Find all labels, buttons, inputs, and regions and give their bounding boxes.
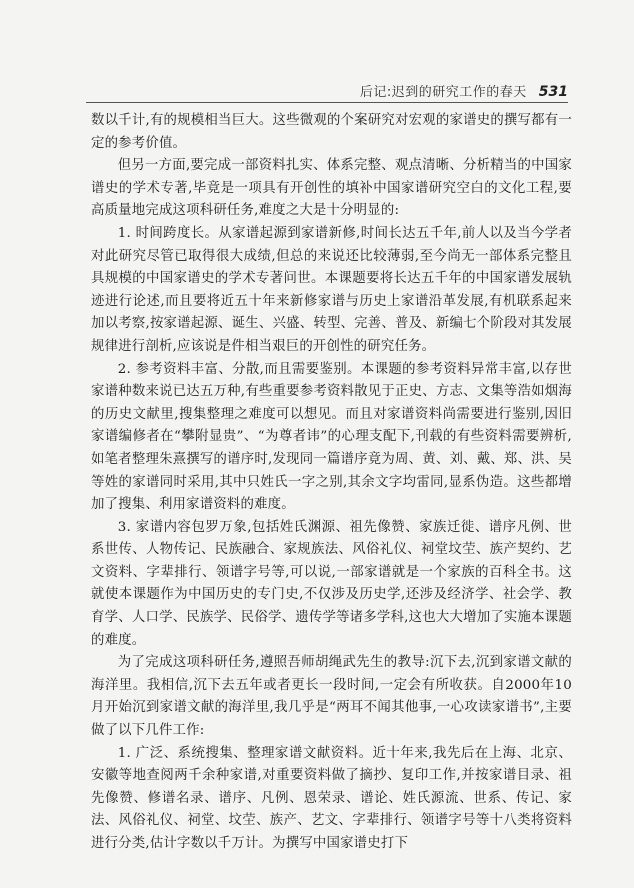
running-header xyxy=(86,74,568,103)
paragraph-item-3: 3. 家谱内容包罗万象,包括姓氏渊源、祖先像赞、家族迁徙、谱序凡例、世系世传、人物传记、民族融合、家规族法、风俗礼仪、祠堂坟茔、族产契约、艺文资料、字辈排行、领谱字号等,可以说,一部家谱就是一个家族的百科全书。这就使本课题作为中国历史的专门史,不仅涉及历史学,还涉及经济学、社会学、教育学、人口学、民族学、民俗学、遗传学等诸多学科,这也大大增加了实施本课题的难度。 xyxy=(91,519,572,648)
page-number: 531 xyxy=(538,84,568,100)
paragraph: 但另一方面,要完成一部资料扎实、体系完整、观点清晰、分析精当的中国家谱史的学术专著,毕竟是一项具有开创性的填补中国家谱研究空白的文化工程,要高质量地完成这项科研任务,难度之大是十分明显的: xyxy=(91,158,572,219)
paragraph-work-item-1: 1. 广泛、系统搜集、整理家谱文献资料。近十年来,我先后在上海、北京、安徽等地查阅两千余种家谱,对重要资料做了摘抄、复印工作,并按家谱目录、祖先像赞、修谱名录、谱序、凡例、恩荣录、谱论、姓氏源流、世系、传记、家法、风俗礼仪、祠堂、坟茔、族产、艺文、字辈排行、领谱字号等十八类将资料进行分类,估计字数以千万计。为撰写中国家谱史打下 xyxy=(91,745,572,851)
paragraph-continuation: 数以千计,有的规模相当巨大。这些微观的个案研究对宏观的家谱史的撰写都有一定的参考价值。 xyxy=(91,113,572,151)
body-text xyxy=(91,110,572,856)
paragraph-item-2: 2. 参考资料丰富、分散,而且需要鉴别。本课题的参考资料异常丰富,以存世家谱种数来说已达五万种,有些重要参考资料散见于正史、方志、文集等浩如烟海的历史文献里,搜集整理之难度可以想见。而且对家谱资料尚需要进行鉴别,因旧家谱编修者在“攀附显贵”、“为尊者讳”的心理支配下,刊载的有些资料需要辨析,如笔者整理朱熹撰写的谱序时,发现同一篇谱序竟为周、黄、刘、戴、郑、洪、吴等姓的家谱同时采用,其中只姓氏一字之别,其余文字均雷同,显系伪造。这些都增加了搜集、利用家谱资料的难度。 xyxy=(91,361,572,513)
running-title: 后记:迟到的研究工作的春天 xyxy=(359,85,527,100)
paragraph-item-1: 1. 时间跨度长。从家谱起源到家谱新修,时间长达五千年,前人以及当今学者对此研究尽管已取得很大成绩,但总的来说还比较薄弱,至今尚无一部体系完整且具规模的中国家谱史的学术专著问世。本课题要将长达五千年的中国家谱发展轨迹进行论述,而且要将近五十年来新修家谱与历史上家谱沿革发展,有机联系起来加以考察,按家谱起源、诞生、兴盛、转型、完善、普及、新编七个阶段对其发展规律进行剖析,应该说是件相当艰巨的开创性的研究任务。 xyxy=(91,225,572,354)
paragraph: 为了完成这项科研任务,遵照吾师胡绳武先生的教导:沉下去,沉到家谱文献的海洋里。我相信,沉下去五年或者更长一段时间,一定会有所收获。自2000年10月开始沉到家谱文献的海洋里,我几乎是“两耳不闻其他事,一心攻读家谱书”,主要做了以下几件工作: xyxy=(91,655,572,739)
